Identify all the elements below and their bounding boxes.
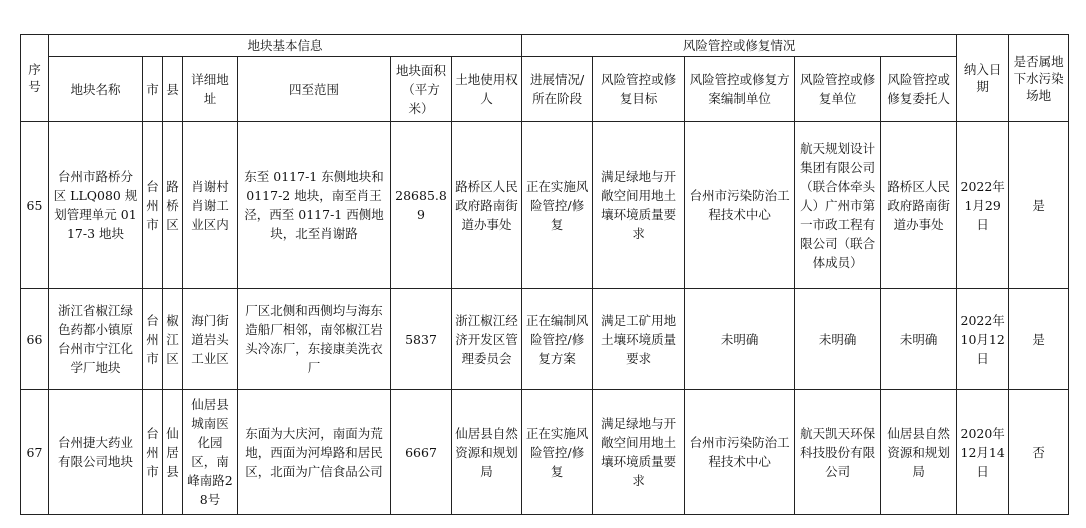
cell-city: 台州市 bbox=[143, 122, 163, 289]
cell-progress: 正在编制风险管控/修复方案 bbox=[522, 289, 593, 390]
header-client: 风险管控或修复委托人 bbox=[881, 57, 957, 122]
cell-address: 肖谢村肖谢工业区内 bbox=[183, 122, 238, 289]
cell-repair-unit: 未明确 bbox=[795, 289, 881, 390]
cell-owner: 浙江椒江经济开发区管理委员会 bbox=[452, 289, 522, 390]
cell-date: 2022年10月12日 bbox=[957, 289, 1009, 390]
header-boundary: 四至范围 bbox=[238, 57, 391, 122]
header-county: 县 bbox=[163, 57, 183, 122]
header-city: 市 bbox=[143, 57, 163, 122]
cell-target: 满足绿地与开敞空间用地土壤环境质量要求 bbox=[593, 390, 685, 515]
header-risk-control-group: 风险管控或修复情况 bbox=[522, 35, 957, 57]
cell-seq: 65 bbox=[21, 122, 49, 289]
cell-target: 满足绿地与开敞空间用地土壤环境质量要求 bbox=[593, 122, 685, 289]
cell-city: 台州市 bbox=[143, 390, 163, 515]
cell-name: 台州市路桥分区 LLQ080 规划管理单元 0117-3 地块 bbox=[49, 122, 143, 289]
cell-groundwater: 否 bbox=[1009, 390, 1069, 515]
cell-date: 2020年12月14日 bbox=[957, 390, 1009, 515]
cell-seq: 66 bbox=[21, 289, 49, 390]
cell-address: 仙居县城南医化园区，南峰南路28号 bbox=[183, 390, 238, 515]
cell-city: 台州市 bbox=[143, 289, 163, 390]
cell-plan-unit: 台州市污染防治工程技术中心 bbox=[685, 122, 795, 289]
cell-client: 路桥区人民政府路南街道办事处 bbox=[881, 122, 957, 289]
cell-seq: 67 bbox=[21, 390, 49, 515]
header-groundwater: 是否属地下水污染场地 bbox=[1009, 35, 1069, 122]
header-area: 地块面积（平方米） bbox=[391, 57, 452, 122]
cell-area: 5837 bbox=[391, 289, 452, 390]
cell-county: 椒江区 bbox=[163, 289, 183, 390]
cell-target: 满足工矿用地土壤环境质量要求 bbox=[593, 289, 685, 390]
header-owner: 土地使用权人 bbox=[452, 57, 522, 122]
cell-boundary: 东至 0117-1 东侧地块和 0117-2 地块，南至肖王泾，西至 0117-1 西侧地块，北至肖谢路 bbox=[238, 122, 391, 289]
cell-progress: 正在实施风险管控/修复 bbox=[522, 122, 593, 289]
cell-plan-unit: 未明确 bbox=[685, 289, 795, 390]
cell-name: 浙江省椒江绿色药都小镇原台州市宁江化学厂地块 bbox=[49, 289, 143, 390]
cell-address: 海门街道岩头工业区 bbox=[183, 289, 238, 390]
table-row bbox=[21, 390, 1069, 515]
cell-groundwater: 是 bbox=[1009, 122, 1069, 289]
cell-boundary: 东面为大庆河，南面为荒地，西面为河埠路和居民区，北面为广信食品公司 bbox=[238, 390, 391, 515]
header-repair-unit: 风险管控或修复单位 bbox=[795, 57, 881, 122]
cell-repair-unit: 航天凯天环保科技股份有限公司 bbox=[795, 390, 881, 515]
cell-owner: 仙居县自然资源和规划局 bbox=[452, 390, 522, 515]
header-address: 详细地址 bbox=[183, 57, 238, 122]
header-basic-info-group: 地块基本信息 bbox=[49, 35, 522, 57]
cell-name: 台州捷大药业有限公司地块 bbox=[49, 390, 143, 515]
cell-area: 6667 bbox=[391, 390, 452, 515]
cell-boundary: 厂区北侧和西侧均与海东造船厂相邻，南邻椒江岩头冷冻厂，东接康美洗衣厂 bbox=[238, 289, 391, 390]
cell-owner: 路桥区人民政府路南街道办事处 bbox=[452, 122, 522, 289]
cell-plan-unit: 台州市污染防治工程技术中心 bbox=[685, 390, 795, 515]
cell-county: 仙居县 bbox=[163, 390, 183, 515]
header-date: 纳入日期 bbox=[957, 35, 1009, 122]
header-target: 风险管控或修复目标 bbox=[593, 57, 685, 122]
header-name: 地块名称 bbox=[49, 57, 143, 122]
table-row bbox=[21, 122, 1069, 289]
header-plan-unit: 风险管控或修复方案编制单位 bbox=[685, 57, 795, 122]
cell-county: 路桥区 bbox=[163, 122, 183, 289]
contaminated-sites-table bbox=[20, 34, 1069, 515]
cell-client: 未明确 bbox=[881, 289, 957, 390]
cell-area: 28685.89 bbox=[391, 122, 452, 289]
cell-client: 仙居县自然资源和规划局 bbox=[881, 390, 957, 515]
cell-progress: 正在实施风险管控/修复 bbox=[522, 390, 593, 515]
header-seq: 序号 bbox=[21, 35, 49, 122]
header-progress: 进展情况/所在阶段 bbox=[522, 57, 593, 122]
cell-date: 2022年1月29日 bbox=[957, 122, 1009, 289]
table-row bbox=[21, 289, 1069, 390]
cell-repair-unit: 航天规划设计集团有限公司（联合体牵头人）广州市第一市政工程有限公司（联合体成员） bbox=[795, 122, 881, 289]
cell-groundwater: 是 bbox=[1009, 289, 1069, 390]
